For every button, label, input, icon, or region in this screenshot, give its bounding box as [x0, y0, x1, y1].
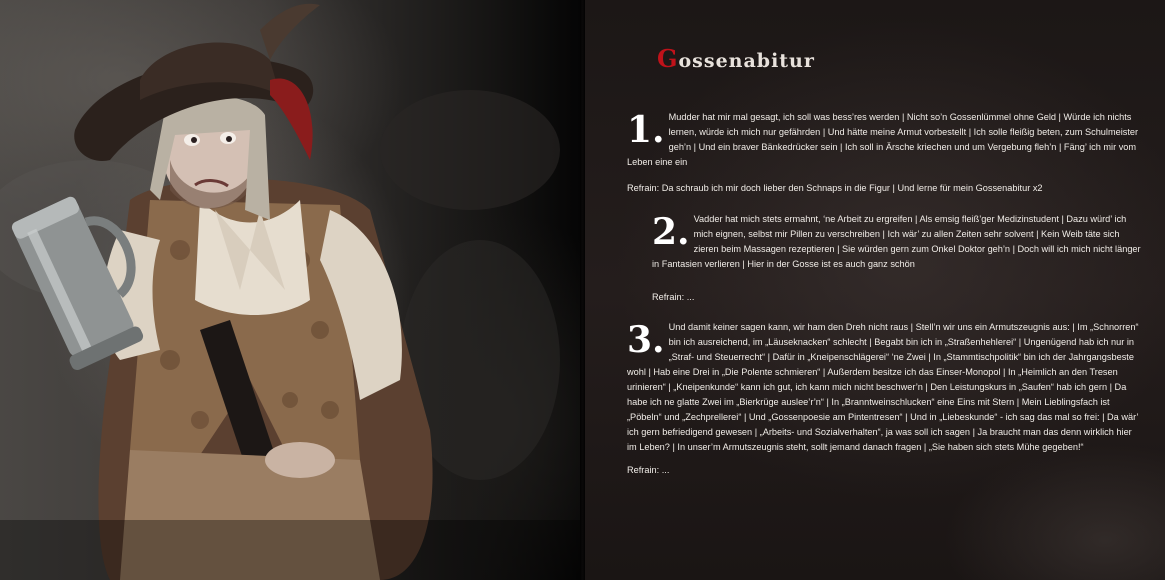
refrain-1: Refrain: Da schraub ich mir doch lieber den Schnaps in die Figur | Und lerne für mein Gossenabitur x2 [627, 183, 1043, 193]
verse-3 [627, 320, 1142, 455]
title-rest: ossenabitur [678, 50, 815, 72]
left-page-photo [0, 0, 580, 580]
verse-text: Und damit keiner sagen kann, wir ham den Dreh nicht raus | Stell’n wir uns ein Armutszeugnis aus: | Im „Schnorren“ bin ich ausreichend, im „Läuseknacken“ schlecht | Begabt bin ich in „Straßenhehlerei“ | Ungenügend hab ich nur in „Straf- und Steuerrecht“ | Dafür in „Kneipenschlägerei“ ‘ne Zwei | In „Stammtischpolitik“ bin ich der Jahrgangsbeste wohl | Hab eine Drei in „Die Polente schmieren“ | Außerdem besitze ich das Einser-Monopol | In „Heimlich an den Tresen urinieren“ | „Kneipenkunde“ kann ich gut, ich kann mich nicht beschwer’n | Den Leistungskurs in „Saufen“ hab ich gern | Da habe ich ne glatte Zwei im „Bierkrüge auslee’r’n“ | In „Branntweinschlucken“ eine Eins mit Stern | Mein Lieblingsfach ist „Pöbeln“ und „Zechprellerei“ | Und „Gossenpoesie am Pintentresen“ | Und in „Liebeskunde“ - ich sag das mal so frei: | Da wär’ ich gern befriedigend gewesen | „Arbeits- und Sozialverhalten“, ja was soll ich sagen | Ja braucht man das denn wirklich hier im Leben? | In unser’m Armutszeugnis steht, sollt jemand danach fragen | „Sie haben sich stets Mühe gegeben!“ [627, 322, 1139, 452]
refrain-2: Refrain: ... [652, 292, 695, 302]
verse-1 [627, 110, 1142, 170]
right-page-lyrics [585, 0, 1165, 580]
verse-number: 3. [627, 319, 665, 361]
verse-number: 2. [652, 211, 690, 253]
title-initial: G [657, 44, 679, 73]
verse-2 [652, 212, 1142, 272]
verse-number: 1. [627, 109, 665, 151]
song-title [657, 44, 815, 73]
pirate-photo-illustration [0, 0, 580, 580]
verse-text: Mudder hat mir mal gesagt, ich soll was bess’res werden | Nicht so’n Gossenlümmel ohne Geld | Würde ich nichts lernen, würde ich mich nur gefährden | Und hätte meine Armut vorbestellt | Ich solle fleißig beten, zum Schulmeister geh’n | Und ein braver Bänkedrücker sein | Ich soll in Ärsche kriechen und um Vergebung fleh’n | Fäng’ ich mir vom Leben eine ein [627, 112, 1139, 167]
refrain-3: Refrain: ... [627, 465, 670, 475]
verse-text: Vadder hat mich stets ermahnt, ‘ne Arbeit zu ergreifen | Als emsig fleiß’ger Medizinstudent | Dazu würd’ ich mich eignen, selbst mir Pillen zu verschreiben | Ich wär’ zu allen Zeiten sehr solvent | Kein Weib täte sich zieren beim Massagen rezeptieren | Sie würden gern zum Onkel Doktor geh’n | Doch will ich mich nicht länger in Fantasien verlieren | Hier in der Gosse ist es auch ganz schön [652, 214, 1141, 269]
